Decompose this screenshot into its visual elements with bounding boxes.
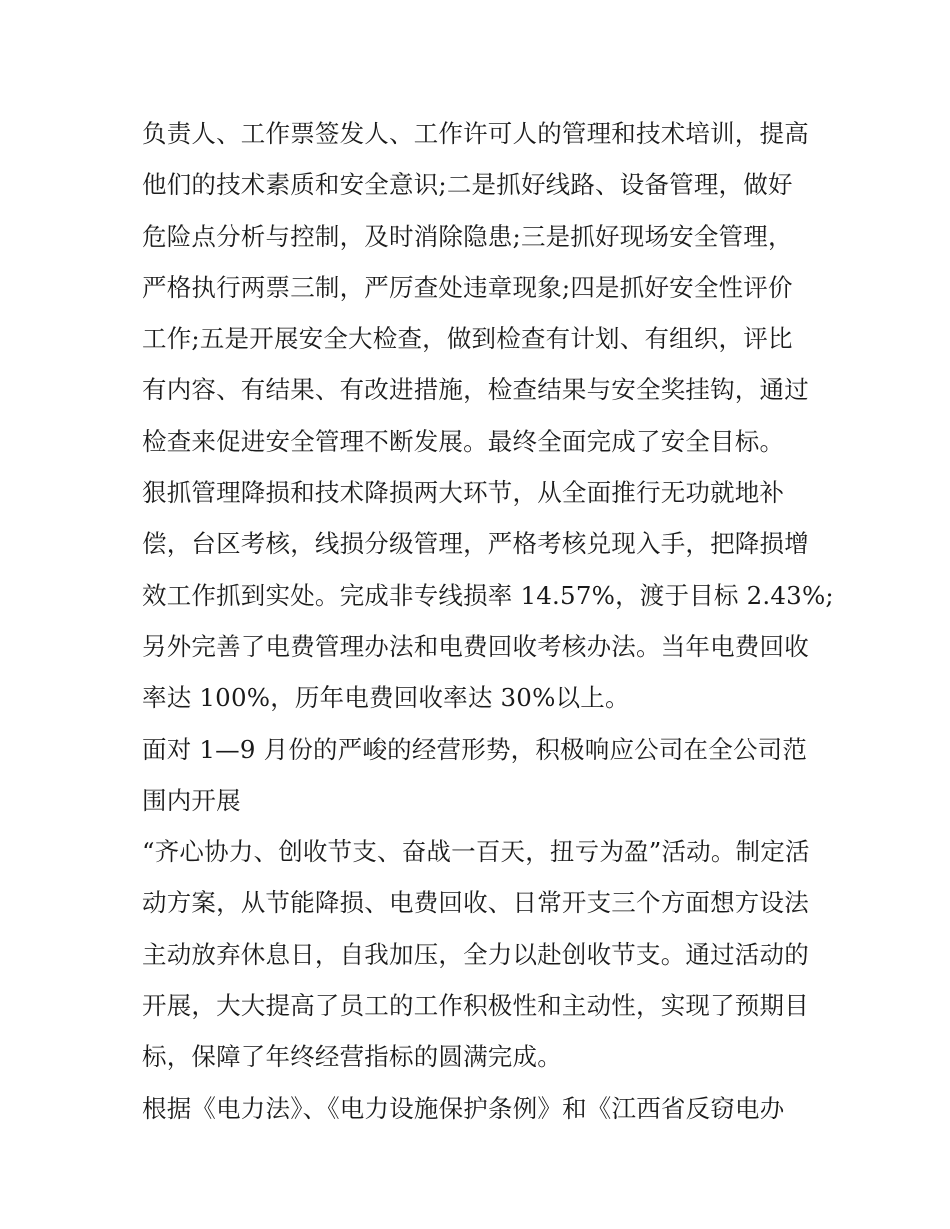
text-line-6: 有内容、有结果、有改进措施，检查结果与安全奖挂钩，通过: [142, 375, 809, 405]
text-line-4: 严格执行两票三制，严厉查处违章现象;四是抓好安全性评价: [142, 272, 793, 302]
text-line-19: 标，保障了年终经营指标的圆满完成。: [142, 1042, 562, 1072]
text-line-20: 根据《电力法》、《电力设施保护条例》和《江西省反窃电办: [142, 1093, 785, 1123]
text-line-2: 他们的技术素质和安全意识;二是抓好线路、设备管理，做好: [142, 170, 793, 200]
text-line-17: 主动放弃休息日，自我加压，全力以赴创收节支。通过活动的: [142, 939, 809, 969]
text-line-10: 效工作抓到实处。完成非专线损率 14.57%，渡于目标 2.43%;: [142, 580, 834, 610]
text-line-7: 检查来促进安全管理不断发展。最终全面完成了安全目标。: [142, 426, 785, 456]
text-line-8: 狠抓管理降损和技术降损两大环节，从全面推行无功就地补: [142, 478, 785, 508]
text-line-9: 偿，台区考核，线损分级管理，严格考核兑现入手，把降损增: [142, 529, 809, 559]
body-text: [142, 108, 834, 1134]
text-line-18: 开展，大大提高了员工的工作积极性和主动性，实现了预期目: [142, 991, 809, 1021]
text-line-12: 率达 100%，历年电费回收率达 30%以上。: [142, 683, 630, 713]
text-line-14: 围内开展: [142, 785, 241, 815]
text-line-5: 工作;五是开展安全大检查，做到检查有计划、有组织，评比: [142, 324, 793, 354]
text-line-13: 面对 1—9 月份的严峻的经营形势，积极响应公司在全公司范: [142, 734, 808, 764]
text-line-11: 另外完善了电费管理办法和电费回收考核办法。当年电费回收: [142, 631, 809, 661]
text-line-3: 危险点分析与控制，及时消除隐患;三是抓好现场安全管理，: [142, 221, 793, 251]
text-line-15: “齐心协力、创收节支、奋战一百天，扭亏为盈”活动。制定活: [142, 837, 810, 867]
text-line-1: 负责人、工作票签发人、工作许可人的管理和技术培训，提高: [142, 119, 809, 148]
text-line-16: 动方案，从节能降损、电费回收、日常开支三个方面想方设法: [142, 888, 809, 918]
